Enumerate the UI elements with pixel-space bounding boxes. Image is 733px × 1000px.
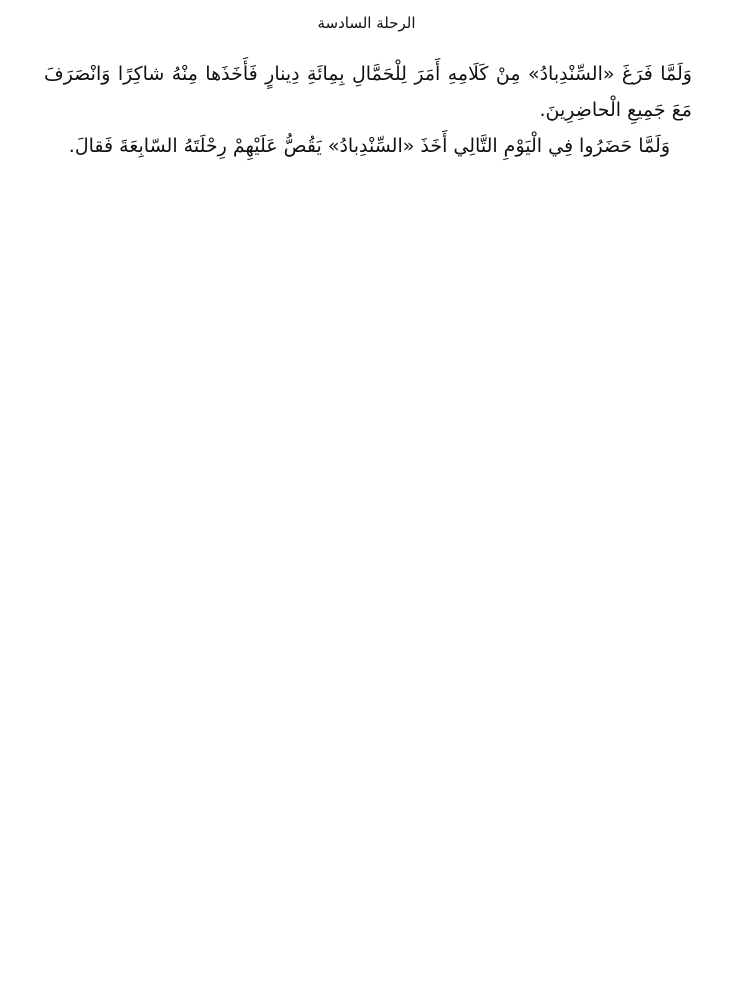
paragraph-1: وَلَمَّا فَرَغَ «السِّنْدِبادُ» مِنْ كَلَامِهِ أَمَرَ لِلْحَمَّالِ بِمِائَةِ دِينارٍ فَأَخَذَها مِنْهُ شاكِرًا وَانْصَرَفَ مَعَ جَمِيعِ الْحاضِرِينَ. (44, 63, 692, 121)
chapter-running-header: الرحلة السادسة (317, 14, 416, 32)
page-body-text (44, 56, 692, 164)
paragraph-2: وَلَمَّا حَضَرُوا فِي الْيَوْمِ التَّالِي أَخَذَ «السِّنْدِبادُ» يَقُصُّ عَلَيْهِمْ رِحْلَتَهُ السّابِعَةَ فَقالَ. (68, 135, 670, 157)
